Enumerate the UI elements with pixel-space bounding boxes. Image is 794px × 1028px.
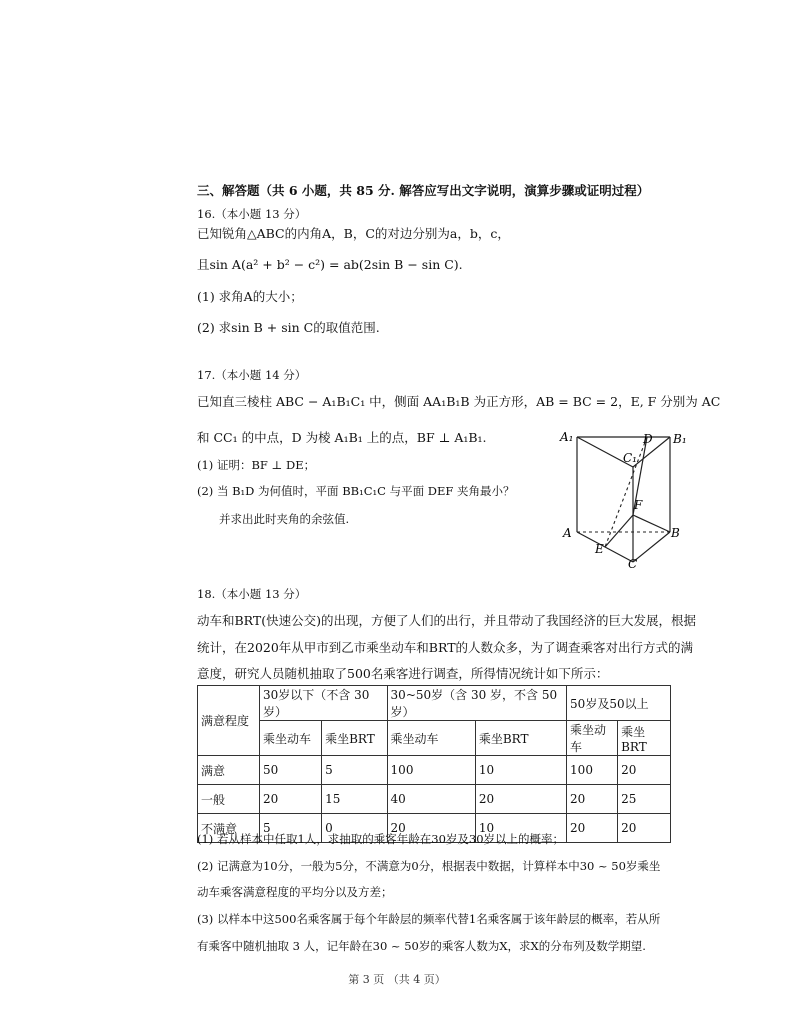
table-cell: 5 — [322, 756, 387, 785]
table-row-label: 满意 — [198, 756, 260, 785]
table-age-group: 50岁及50以上 — [567, 686, 671, 721]
q18-stem-line3: 意度，研究人员随机抽取了500名乘客进行调查，所得情况统计如下所示： — [197, 666, 609, 681]
q18-part3-line1: (3) 以样本中这500名乘客属于每个年龄层的频率代替1名乘客属于该年龄层的概率，若从所 — [197, 912, 661, 926]
section-title: 三、解答题（共 6 小题，共 85 分. 解答应写出文字说明，演算步骤或证明过程） — [197, 183, 650, 198]
q17-part2: (2) 当 B₁D 为何值时，平面 BB₁C₁C 与平面 DEF 夹角最小？ — [197, 484, 515, 498]
table-cell: 10 — [475, 756, 566, 785]
table-mode-cell: 乘坐动车 — [567, 721, 618, 756]
q16-part1: (1) 求角A的大小； — [197, 289, 303, 304]
q16-header: 16.（本小题 13 分） — [197, 207, 307, 221]
label-d: D — [643, 432, 653, 446]
table-cell: 5 — [260, 814, 322, 843]
q16-stem-line1: 已知锐角△ABC的内角A，B，C的对边分别为a，b，c， — [197, 226, 510, 241]
q18-part2-line1: (2) 记满意为10分，一般为5分，不满意为0分，根据表中数据，计算样本中30 ~ 50岁乘坐 — [197, 859, 661, 873]
table-cell: 20 — [260, 785, 322, 814]
q18-stem-line1: 动车和BRT(快速公交)的出现，方便了人们的出行，并且带动了我国经济的巨大发展，根据 — [197, 613, 696, 628]
table-header-cell: 满意程度 — [198, 686, 260, 756]
q16-part2: (2) 求sin B + sin C的取值范围. — [197, 320, 380, 335]
table-mode-row — [198, 721, 671, 756]
q18-stem-line2: 统计，在2020年从甲市到乙市乘坐动车和BRT的人数众多，为了调查乘客对出行方式的满 — [197, 640, 694, 655]
table-cell: 0 — [322, 814, 387, 843]
q17-header: 17.（本小题 14 分） — [197, 368, 307, 382]
q18-part1: (1) 若从样本中任取1人，求抽取的乘客年龄在30岁及30岁以上的概率； — [197, 832, 565, 846]
q17-stem-line1: 已知直三棱柱 ABC − A₁B₁C₁ 中，侧面 AA₁B₁B 为正方形，AB = BC = 2，E, F 分别为 AC — [197, 394, 721, 409]
table-mode-cell: 乘坐动车 — [260, 721, 322, 756]
label-f: F — [634, 498, 643, 512]
q18-part2-line2: 动车乘客满意程度的平均分以及方差； — [197, 885, 393, 899]
table-cell: 20 — [618, 814, 671, 843]
label-a: A — [563, 526, 572, 540]
table-mode-cell: 乘坐BRT — [618, 721, 671, 756]
table-cell: 50 — [260, 756, 322, 785]
table-mode-cell: 乘坐BRT — [475, 721, 566, 756]
table-row-label: 一般 — [198, 785, 260, 814]
table-row — [198, 785, 671, 814]
table-cell: 100 — [387, 756, 475, 785]
table-cell: 40 — [387, 785, 475, 814]
table-row-label: 不满意 — [198, 814, 260, 843]
table-cell: 10 — [475, 814, 566, 843]
q17-part2-cont: 并求出此时夹角的余弦值. — [219, 512, 350, 526]
table-age-group: 30~50岁（含 30 岁，不含 50 岁） — [387, 686, 567, 721]
q17-stem-line2: 和 CC₁ 的中点，D 为棱 A₁B₁ 上的点，BF ⊥ A₁B₁. — [197, 430, 487, 445]
q17-part1: (1) 证明：BF ⊥ DE； — [197, 458, 316, 472]
label-b: B — [671, 526, 680, 540]
table-mode-cell: 乘坐BRT — [322, 721, 387, 756]
page-footer: 第 3 页 （共 4 页） — [348, 973, 446, 986]
q18-header: 18.（本小题 13 分） — [197, 587, 307, 601]
table-header-row — [198, 686, 671, 721]
segment-ef — [605, 515, 633, 547]
label-c: C — [628, 557, 638, 571]
table-cell: 100 — [567, 756, 618, 785]
segment-bf — [633, 515, 670, 532]
table-age-group: 30岁以下（不含 30 岁） — [260, 686, 388, 721]
table-cell: 20 — [618, 756, 671, 785]
table-cell: 20 — [567, 814, 618, 843]
edge-cb — [633, 532, 670, 562]
table-cell: 20 — [567, 785, 618, 814]
table-cell: 20 — [387, 814, 475, 843]
table-cell: 20 — [475, 785, 566, 814]
table-cell: 25 — [618, 785, 671, 814]
table-mode-cell: 乘坐动车 — [387, 721, 475, 756]
satisfaction-table — [197, 685, 671, 843]
q18-part3-line2: 有乘客中随机抽取 3 人，记年龄在30 ~ 50岁的乘客人数为X，求X的分布列及数学期望. — [197, 939, 646, 953]
q16-stem-line2: 且sin A(a² + b² − c²) = ab(2sin B − sin C). — [197, 257, 463, 272]
label-a1: A₁ — [560, 430, 574, 444]
table-cell: 15 — [322, 785, 387, 814]
label-b1: B₁ — [673, 432, 687, 446]
label-c1: C₁ — [623, 451, 637, 465]
prism-figure — [555, 425, 685, 570]
table-row — [198, 756, 671, 785]
label-e: E — [595, 542, 604, 556]
